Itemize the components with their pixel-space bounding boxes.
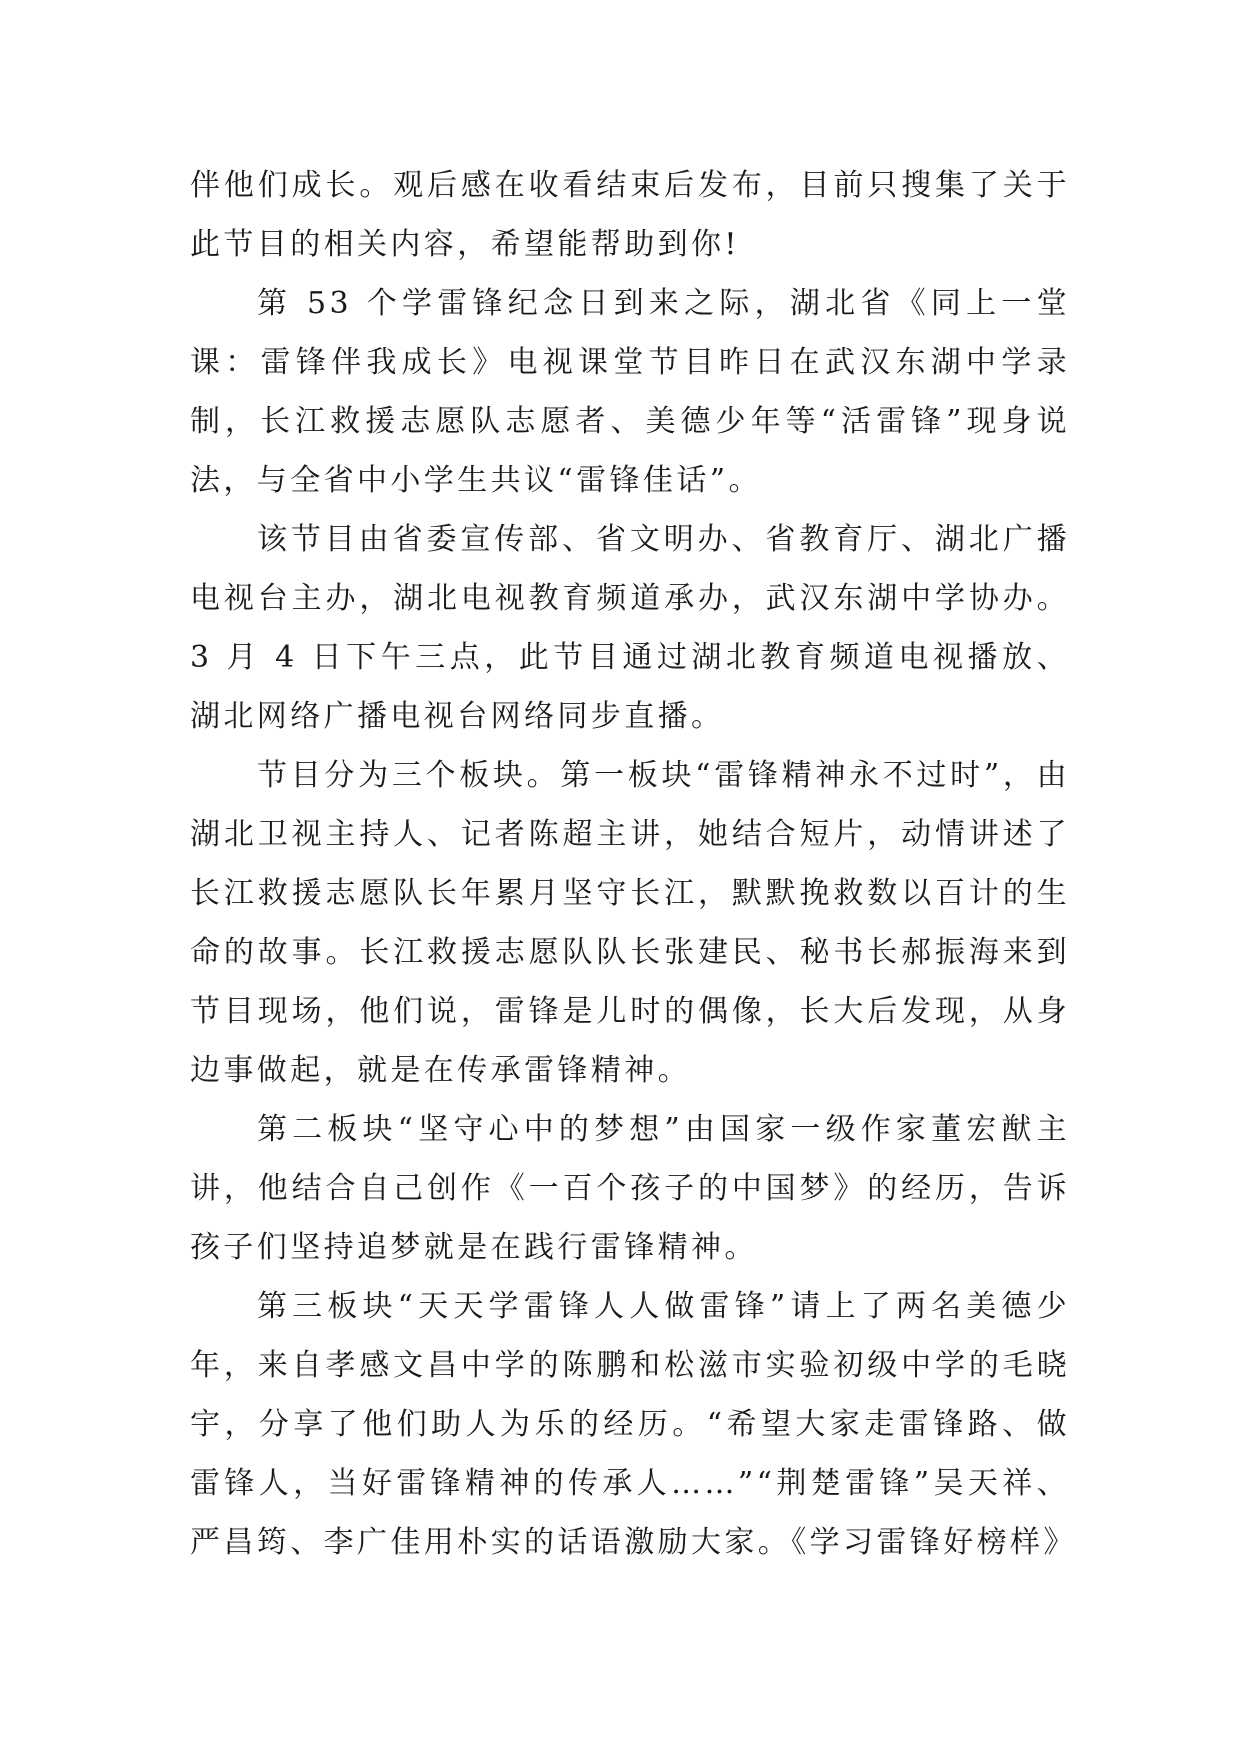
paragraph-6: 第三板块“天天学雷锋人人做雷锋”请上了两名美德少年，来自孝感文昌中学的陈鹏和松滋市实验初级中学的毛晓宇，分享了他们助人为乐的经历。“希望大家走雷锋路、做雷锋人，当好雷锋精神的传承人……”“荆楚雷锋”吴天祥、严昌筠、李广佳用朴实的话语激励大家。《学习雷锋好榜样》 [190,1289,1077,1560]
paragraph-1: 伴他们成长。观后感在收看结束后发布，目前只搜集了关于此节目的相关内容，希望能帮助到你! [190,168,1070,262]
paragraph-3: 该节目由省委宣传部、省文明办、省教育厅、湖北广播电视台主办，湖北电视教育频道承办，武汉东湖中学协办。3 月 4 日下午三点，此节目通过湖北教育频道电视播放、湖北网络广播电视台网络同步直播。 [190,522,1070,734]
paragraph-5: 第二板块“坚守心中的梦想”由国家一级作家董宏猷主讲，他结合自己创作《一百个孩子的中国梦》的经历，告诉孩子们坚持追梦就是在践行雷锋精神。 [190,1112,1070,1265]
document-body [190,156,1077,1572]
paragraph-4: 节目分为三个板块。第一板块“雷锋精神永不过时”，由湖北卫视主持人、记者陈超主讲，她结合短片，动情讲述了长江救援志愿队长年累月坚守长江，默默挽救数以百计的生命的故事。长江救援志愿队队长张建民、秘书长郝振海来到节目现场，他们说，雷锋是儿时的偶像，长大后发现，从身边事做起，就是在传承雷锋精神。 [190,758,1070,1088]
paragraph-2: 第 53 个学雷锋纪念日到来之际，湖北省《同上一堂课：雷锋伴我成长》电视课堂节目昨日在武汉东湖中学录制，长江救援志愿队志愿者、美德少年等“活雷锋”现身说法，与全省中小学生共议“雷锋佳话”。 [190,286,1070,498]
